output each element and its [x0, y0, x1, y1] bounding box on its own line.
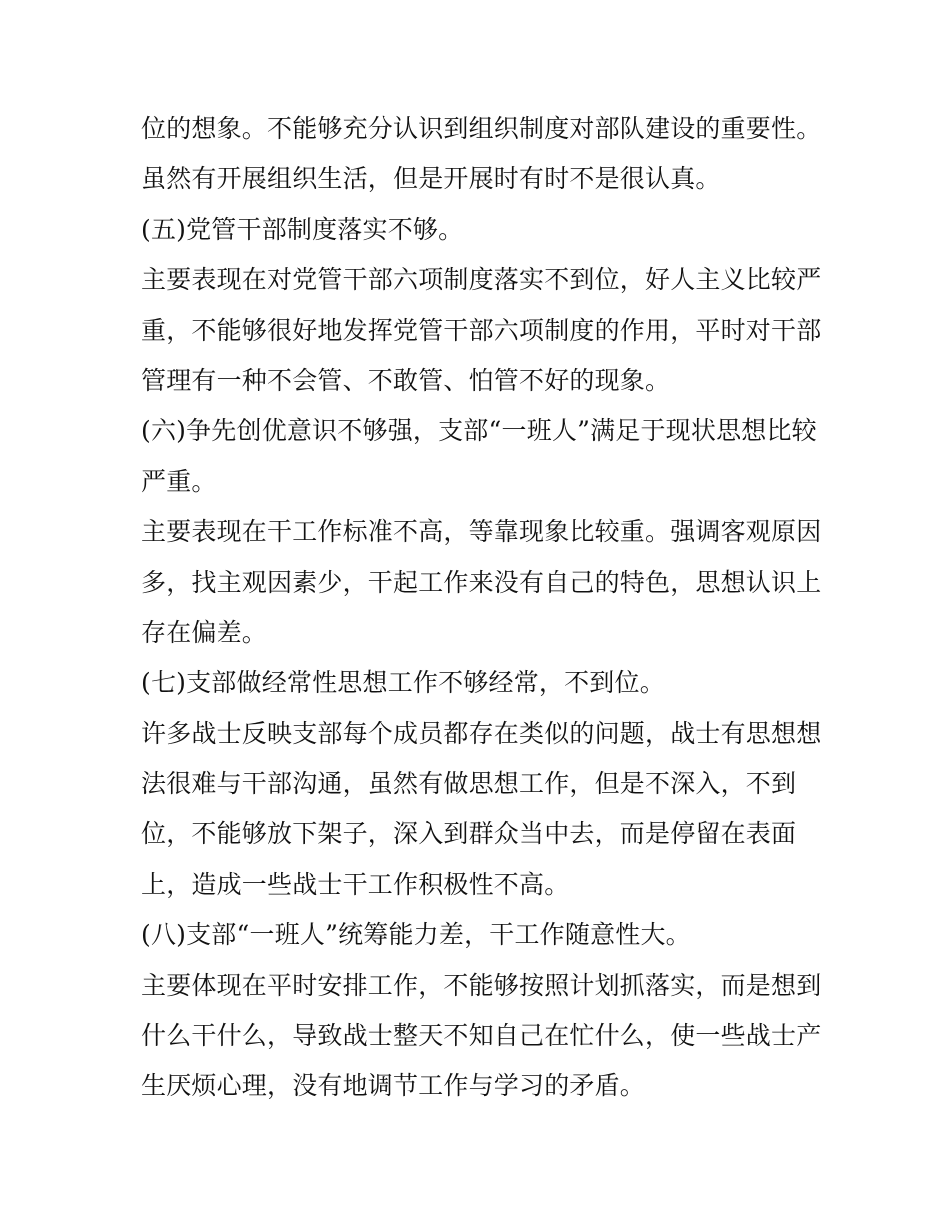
- text-line: 管理有一种不会管、不敢管、怕管不好的现象。: [141, 365, 671, 395]
- text-line: 重，不能够很好地发挥党管干部六项制度的作用，平时对干部: [141, 315, 822, 345]
- text-line: 什么干什么，导致战士整天不知自己在忙什么，使一些战士产: [141, 1021, 822, 1051]
- text-line: 法很难与干部沟通，虽然有做思想工作，但是不深入，不到: [141, 769, 797, 799]
- text-line: 主要表现在干工作标准不高，等靠现象比较重。强调客观原因: [141, 517, 822, 547]
- document-body: [141, 104, 821, 1112]
- section-heading: (五)党管干部制度落实不够。: [141, 214, 464, 244]
- text-line: 虽然有开展组织生活，但是开展时有时不是很认真。: [141, 164, 721, 194]
- section-heading: (八)支部“一班人”统筹能力差，干工作随意性大。: [141, 920, 691, 950]
- text-line: 位的想象。不能够充分认识到组织制度对部队建设的重要性。: [141, 114, 822, 143]
- text-line: 上，造成一些战士干工作积极性不高。: [141, 869, 570, 899]
- text-line: 存在偏差。: [141, 617, 268, 647]
- text-line: 生厌烦心理，没有地调节工作与学习的矛盾。: [141, 1071, 646, 1101]
- section-heading: (七)支部做经常性思想工作不够经常，不到位。: [141, 668, 665, 698]
- section-heading: 严重。: [141, 466, 217, 496]
- text-line: 多，找主观因素少，干起工作来没有自己的特色，思想认识上: [141, 567, 822, 597]
- text-line: 主要表现在对党管干部六项制度落实不到位，好人主义比较严: [141, 265, 822, 295]
- section-heading: (六)争先创优意识不够强，支部“一班人”满足于现状思想比较: [141, 416, 817, 446]
- text-line: 主要体现在平时安排工作，不能够按照计划抓落实，而是想到: [141, 970, 822, 1000]
- text-line: 许多战士反映支部每个成员都存在类似的问题，战士有思想想: [141, 718, 822, 748]
- text-line: 位，不能够放下架子，深入到群众当中去，而是停留在表面: [141, 819, 797, 849]
